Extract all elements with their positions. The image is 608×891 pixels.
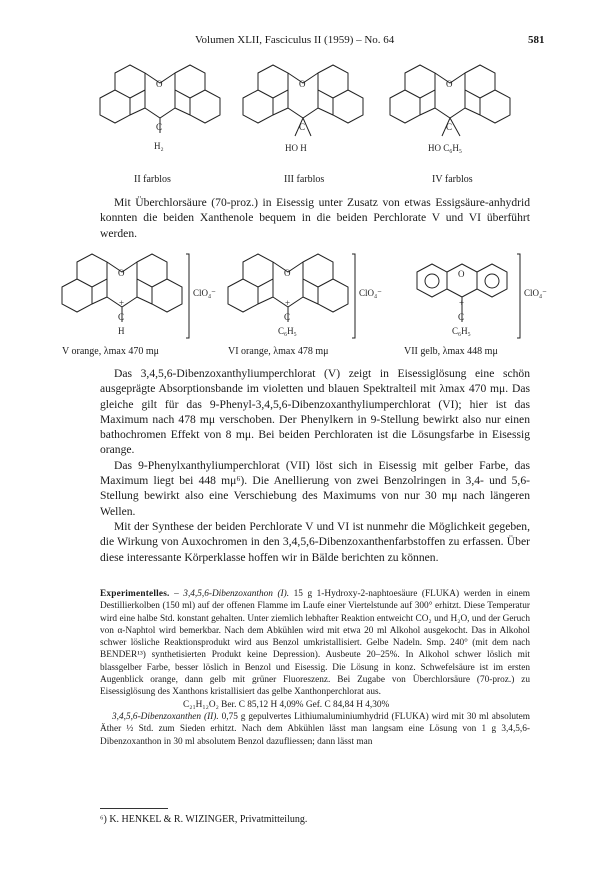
sub-VI: C₆H₅ [278, 326, 297, 336]
sub2-title: 3,4,5,6-Dibenzoxanthen (II). [112, 711, 219, 722]
svg-text:+: + [285, 298, 291, 308]
running-title: Volumen XLII, Fasciculus II (1959) – No. 64 [195, 34, 395, 46]
footnote: ⁶) K. HENKEL & R. WIZINGER, Privatmitteilung. [100, 814, 308, 825]
svg-text:O: O [284, 268, 291, 278]
svg-text:O: O [118, 268, 125, 278]
sub1-title: – 3,4,5,6-Dibenzoxanthon (I). [174, 589, 290, 599]
sub-V: H [118, 326, 125, 336]
sub2-text: 0,75 g gepulvertes Lithiumaluminiumhydrid (FLUKA) wird mit 30 ml absolutem Äther ½ Std. zum Sieden erhitzt. Nach dem Abkühlen lässt man langsam eine Lösung von 1 g 3,4,5,6-Dibenzoxanthon in 30 ml absolutem Benzol dazufliessen; dann lässt man [100, 711, 530, 747]
svg-text:C: C [458, 312, 465, 322]
svg-text:+: + [459, 298, 465, 308]
intro-text: Mit Überchlorsäure (70-proz.) in Eisessig unter Zusatz von etwas Essigsäure-anhydrid konnten die beiden Xanthenole bequem in die beiden Perchlorate V und VI überführt werden. [100, 196, 530, 240]
svg-text:C: C [299, 122, 306, 132]
anion-V: ClO₄⁻ [193, 288, 216, 298]
svg-text:C: C [284, 312, 291, 322]
intro-paragraph [100, 195, 530, 241]
structure-III [243, 58, 373, 163]
experimental-section [100, 588, 530, 748]
paragraph-2: Das 9-Phenylxanthyliumperchlorat (VII) löst sich in Eisessig mit gelber Farbe, das Maximum liegt bei 448 mμ⁶). Die Anellierung von zwei Benzolringen in 3,4- und 5,6-Stellung bewirkt also eine Verschiebung des Maximums von nur 30 mμ nach längeren Wellen. [100, 458, 530, 518]
svg-text:C: C [118, 312, 125, 322]
structure-VII [402, 252, 547, 347]
experimental-heading: Experimentelles. [100, 589, 170, 599]
analysis-formula: C₂₁H₁₂O₂ Ber. C 85,12 H 4,09% Gef. C 84,84 H 4,30% [183, 699, 390, 710]
svg-text:O: O [458, 269, 465, 279]
paragraph-3: Mit der Synthese der beiden Perchlorate V und VI ist nunmehr die Möglichkeit gegeben, die Wirkung von Auxochromen in den 3,4,5,6-Dibenzoxanthenfarbstoffen zu erfassen. Über diese interessante Körperklasse hoffen wir in Bälde berichten zu können. [100, 519, 530, 564]
svg-text:C: C [156, 122, 163, 132]
structure-VI [228, 252, 382, 347]
caption-IV: IV farblos [432, 174, 473, 185]
svg-text:O: O [156, 79, 163, 89]
footnote-rule [100, 808, 168, 809]
svg-text:O: O [299, 79, 306, 89]
structure-IV [390, 58, 520, 163]
anion-VII: ClO₄⁻ [524, 288, 547, 298]
sub-VII: C₆H₅ [452, 326, 471, 336]
sub-II: H₂ [154, 141, 164, 151]
caption-VI: VI orange, λmax 478 mμ [228, 346, 329, 357]
sub1-text: 15 g 1-Hydroxy-2-naphtoesäure (FLUKA) werden in einem Destillierkolben (150 ml) auf der offenen Flamme im Laufe einer Viertelstunde auf 300° erhitzt. Diese Temperatur wird eine halbe Std. konstant gehalten. Unter ziemlich lebhafter Reaktion entweicht CO₂ und H₂O, und der Geruch von α-Naphtol wird bemerkbar. Nach dem Abkühlen wird mit etwa 20 ml Alkohol ausgekocht. Das in Alkohol schwer lösliche Reaktionsprodukt wird aus Benzol umkristallisiert. Gelbe Nadeln. Smp. 240° (mit dem nach BENDER¹³) synthetisierten Produkt keine Depression). Ausbeute 20–25%. In Alkohol schwer löslich mit blassgelber Farbe, besser löslich in Benzol und Eisessig. Die Lösung in konz. Schwefelsäure ist im ersten Augenblick orange, dann gelb mit grüner Fluoreszenz. Bei Zugabe von Überchlorsäure (70-proz.) zu Eisessiglösung des Xanthons kristallisiert das gelbe Xanthonperchlorat aus. [100, 589, 530, 698]
caption-II: II farblos [134, 174, 171, 185]
svg-text:+: + [119, 298, 125, 308]
caption-V: V orange, λmax 470 mμ [62, 346, 159, 357]
sub-IV: HO C₆H₅ [428, 143, 463, 153]
sub-III: HO H [285, 143, 307, 153]
page-number: 581 [528, 34, 545, 46]
svg-text:O: O [446, 79, 453, 89]
results-text [100, 366, 530, 565]
caption-III: III farblos [284, 174, 325, 185]
caption-VII: VII gelb, λmax 448 mμ [404, 346, 498, 357]
anion-VI: ClO₄⁻ [359, 288, 382, 298]
paragraph-1: Das 3,4,5,6-Dibenzoxanthyliumperchlorat (V) zeigt in Eisessiglösung eine schön ausgeprägte Absorptionsbande im violetten und blauen Spektralteil mit λmax 470 mμ. Das gleiche gilt für das 9-Phenyl-3,4,5,6-Dibenzoxanthyliumperchlorat (VI); hier ist das Maximum nach 478 mμ verschoben. Der Phenylkern in 9-Stellung bewirkt also nur einen bathochromen Effekt von 8 mμ. Bei beiden Perchloraten ist die Lösungsfarbe in Eisessig orange. [100, 367, 530, 457]
structure-II [100, 58, 230, 163]
svg-text:C: C [446, 122, 453, 132]
structure-V [62, 252, 216, 347]
